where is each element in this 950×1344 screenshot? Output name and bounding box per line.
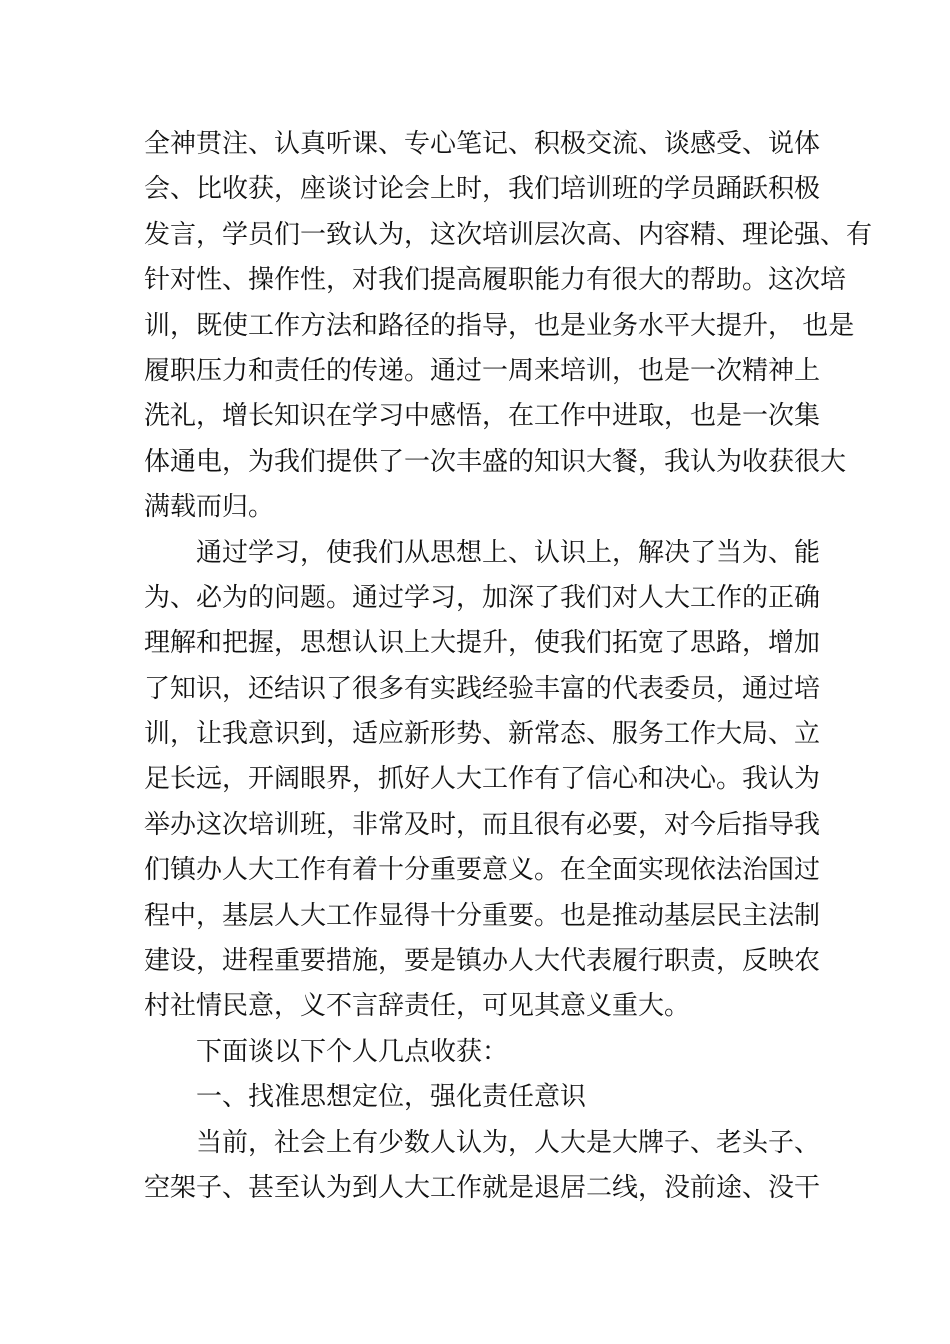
text-line: 程中，基层人大工作显得十分重要。也是推动基层民主法制 <box>144 900 821 931</box>
text-line: 村社情民意，义不言辞责任，可见其意义重大。 <box>144 991 691 1022</box>
paragraph-start-line: 通过学习，使我们从思想上、认识上，解决了当为、能 <box>196 537 821 568</box>
text-line: 会、比收获，座谈讨论会上时，我们培训班的学员踊跃积极 <box>144 174 821 205</box>
text-line: 满载而归。 <box>144 492 275 523</box>
text-line: 洗礼，增长知识在学习中感悟，在工作中进取，也是一次集 <box>144 401 821 432</box>
text-line: 体通电，为我们提供了一次丰盛的知识大餐，我认为收获很大 <box>144 446 847 477</box>
text-line: 全神贯注、认真听课、专心笔记、积极交流、谈感受、说体 <box>144 129 821 159</box>
text-line: 了知识，还结识了很多有实践经验丰富的代表委员，通过培 <box>144 673 821 704</box>
text-line: 发言，学员们一致认为，这次培训层次高、内容精、理论强、有 <box>144 219 873 250</box>
text-line: 们镇办人大工作有着十分重要意义。在全面实现依法治国过 <box>144 855 821 886</box>
text-line: 空架子、甚至认为到人大工作就是退居二线，没前途、没干 <box>144 1172 821 1203</box>
text-line: 训，既使工作方法和路径的指导，也是业务水平大提升， 也是 <box>144 310 855 341</box>
body-text <box>144 122 873 1211</box>
text-line: 举办这次培训班，非常及时，而且很有必要，对今后指导我 <box>144 809 821 840</box>
text-line: 为、必为的问题。通过学习，加深了我们对人大工作的正确 <box>144 582 821 613</box>
paragraph-start-line: 当前，社会上有少数人认为，人大是大牌子、老头子、 <box>196 1127 821 1158</box>
text-line: 履职压力和责任的传递。通过一周来培训，也是一次精神上 <box>144 355 821 386</box>
text-line: 足长远，开阔眼界，抓好人大工作有了信心和决心。我认为 <box>144 764 821 795</box>
text-line: 针对性、操作性，对我们提高履职能力有很大的帮助。这次培 <box>144 265 847 296</box>
text-line: 建设，进程重要措施，要是镇办人大代表履行职责，反映农 <box>144 946 821 977</box>
section-heading: 一、找准思想定位，强化责任意识 <box>196 1082 587 1113</box>
text-line: 理解和把握，思想认识上大提升，使我们拓宽了思路，增加 <box>144 628 821 659</box>
paragraph-start-line: 下面谈以下个人几点收获： <box>196 1036 509 1067</box>
text-line: 训，让我意识到，适应新形势、新常态、服务工作大局、立 <box>144 719 821 750</box>
